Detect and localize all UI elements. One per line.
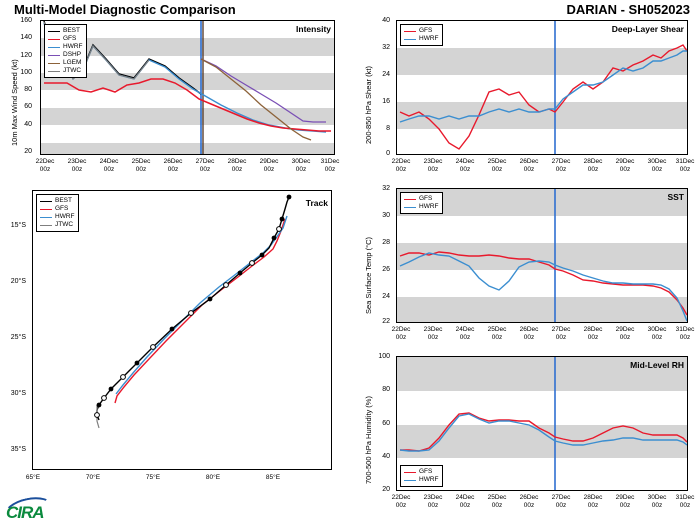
xtick: 30Dec 00z [647,326,667,341]
ytick: 60 [382,420,390,427]
track-curves [33,191,332,470]
shear-legend [400,24,443,46]
intensity-plot-area [40,20,335,155]
legend-item: HWRF [48,43,83,51]
xtick: 29Dec 00z [615,158,635,173]
xtick: 24Dec 00z [455,158,475,173]
legend-item: GFS [48,35,83,43]
xtick: 85°E [265,474,281,481]
sst-plot-area [396,188,688,323]
track-legend [36,194,79,232]
ytick: 26 [382,266,390,273]
panel-shear [352,16,700,184]
xtick: 26Dec 00z [519,158,539,173]
xtick: 31Dec 00z [320,158,340,173]
ytick: 20 [382,486,390,493]
xtick: 30Dec 00z [647,158,667,173]
ytick: 24 [382,71,390,78]
xtick: 24Dec 00z [455,494,475,509]
xtick: 22Dec 00z [391,326,411,341]
xtick: 31Dec 00z [675,158,695,173]
ytick: 0 [386,150,390,157]
xtick: 24Dec 00z [99,158,119,173]
shear-ylabel: 200-850 hPa Shear (kt) [364,66,373,144]
legend-item: BEST [40,197,75,205]
legend-item: HWRF [40,213,75,221]
ytick: 32 [382,44,390,51]
sst-ylabel: Sea Surface Temp (°C) [364,236,373,314]
legend-item: HWRF [404,35,439,43]
ytick: 120 [20,52,32,59]
xtick: 27Dec 00z [551,158,571,173]
ytick: 16 [382,98,390,105]
legend-item: JTWC [40,221,75,229]
xtick: 30Dec 00z [291,158,311,173]
cira-logo: CIRA [6,503,44,522]
ytick: 25°S [10,334,26,341]
xtick: 28Dec 00z [227,158,247,173]
page-title-left: Multi-Model Diagnostic Comparison [14,2,236,17]
ytick: 15°S [10,222,26,229]
ytick: 8 [386,125,390,132]
rh-corner-label: Mid-Level RH [630,360,684,370]
xtick: 27Dec 00z [551,494,571,509]
ytick: 160 [20,17,32,24]
xtick: 25Dec 00z [487,494,507,509]
page-title-right: DARIAN - SH052023 [566,2,690,17]
ytick: 100 [378,353,390,360]
legend-item: HWRF [404,476,439,484]
xtick: 24Dec 00z [455,326,475,341]
intensity-ylabel: 10m Max Wind Speed (kt) [10,59,19,146]
panel-intensity [0,16,345,186]
xtick: 65°E [25,474,41,481]
xtick: 25Dec 00z [487,158,507,173]
xtick: 29Dec 00z [615,494,635,509]
ytick: 24 [382,293,390,300]
ytick: 35°S [10,446,26,453]
legend-item: BEST [48,27,83,35]
xtick: 80°E [205,474,221,481]
panel-sst [352,184,700,352]
xtick: 23Dec 00z [423,494,443,509]
xtick: 70°E [85,474,101,481]
xtick: 25Dec 00z [131,158,151,173]
xtick: 30Dec 00z [647,494,667,509]
legend-item: JTWC [48,67,83,75]
ytick: 22 [382,318,390,325]
ytick: 80 [382,386,390,393]
xtick: 75°E [145,474,161,481]
ytick: 30 [382,212,390,219]
panel-track [0,186,345,516]
ytick: 30°S [10,390,26,397]
ytick: 20°S [10,278,26,285]
ytick: 40 [24,121,32,128]
xtick: 29Dec 00z [615,326,635,341]
xtick: 26Dec 00z [519,326,539,341]
legend-item: GFS [404,468,439,476]
xtick: 25Dec 00z [487,326,507,341]
xtick: 29Dec 00z [259,158,279,173]
ytick: 40 [382,17,390,24]
sst-legend [400,192,443,214]
sst-corner-label: SST [667,192,684,202]
intensity-corner-label: Intensity [296,24,331,34]
ytick: 40 [382,453,390,460]
ytick: 100 [20,69,32,76]
ytick: 80 [24,86,32,93]
xtick: 31Dec 00z [675,494,695,509]
track-corner-label: Track [305,198,328,208]
xtick: 28Dec 00z [583,326,603,341]
ytick: 20 [24,148,32,155]
xtick: 23Dec 00z [423,158,443,173]
xtick: 28Dec 00z [583,494,603,509]
shear-plot-area [396,20,688,155]
ytick: 60 [24,103,32,110]
panel-rh [352,352,700,520]
legend-item: DSHP [48,51,83,59]
xtick: 26Dec 00z [519,494,539,509]
xtick: 23Dec 00z [423,326,443,341]
shear-corner-label: Deep-Layer Shear [611,24,684,34]
track-plot-area [32,190,332,470]
ytick: 28 [382,239,390,246]
xtick: 31Dec 00z [675,326,695,341]
legend-item: GFS [40,205,75,213]
rh-legend [400,465,443,487]
intensity-legend [44,24,87,78]
ytick: 140 [20,34,32,41]
legend-item: GFS [404,27,439,35]
legend-item: LGEM [48,59,83,67]
ytick: 32 [382,185,390,192]
legend-item: GFS [404,195,439,203]
xtick: 22Dec 00z [391,494,411,509]
xtick: 27Dec 00z [551,326,571,341]
xtick: 23Dec 00z [67,158,87,173]
xtick: 22Dec 00z [391,158,411,173]
xtick: 26Dec 00z [163,158,183,173]
legend-item: HWRF [404,203,439,211]
xtick: 27Dec 00z [195,158,215,173]
rh-ylabel: 700-500 hPa Humidity (%) [364,396,373,484]
xtick: 28Dec 00z [583,158,603,173]
rh-plot-area [396,356,688,491]
xtick: 22Dec 00z [35,158,55,173]
